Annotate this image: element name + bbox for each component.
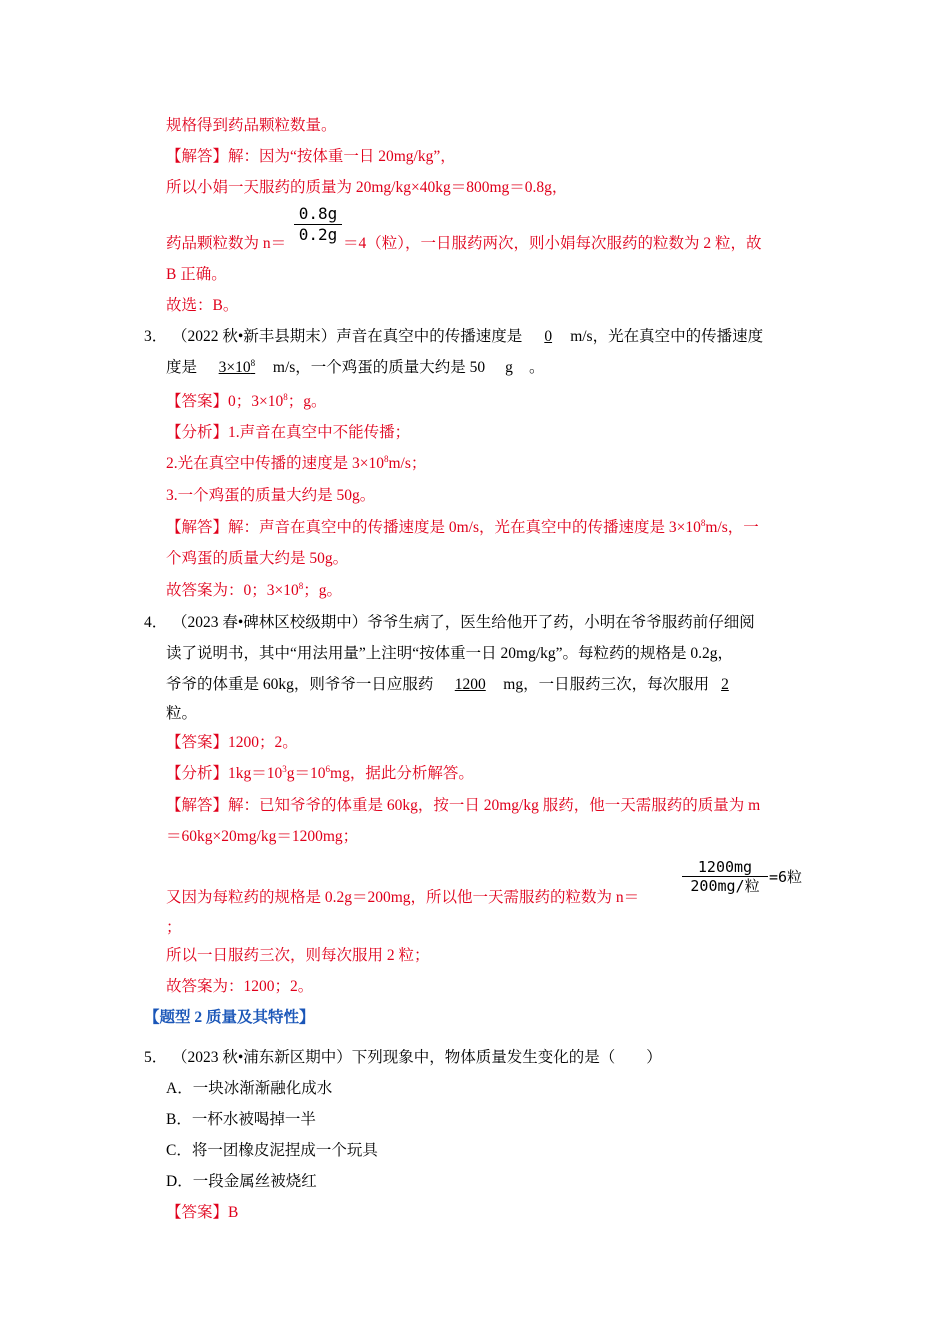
solution-text: 【解答】解：已知爷爷的体重是 60kg，按一日 20mg/kg 服药，他一天需服药的质量为 m xyxy=(166,797,761,814)
fraction-formula xyxy=(294,204,342,245)
analysis-text: 【分析】1.声音在真空中不能传播； xyxy=(166,424,411,441)
question-stem: 读了说明书，其中“用法用量”上注明“按体重一日 20mg/kg”。每粒药的规格是 0.2g， xyxy=(166,645,734,662)
solution-text: 又因为每粒药的规格是 0.2g＝200mg，所以他一天需服药的粒数为 n＝ xyxy=(166,889,640,906)
question-number: 5． xyxy=(144,1049,168,1066)
fraction-formula xyxy=(682,858,768,895)
answer-text: 【答案】0；$3\times 10^8$；g。 xyxy=(166,392,327,410)
question-stem: 度是 $3\times 10^8$ m/s，一个鸡蛋的质量大约是 50 g 。 xyxy=(166,358,545,376)
solution-text: 所以小娟一天服药的质量为 20mg/kg×40kg＝800mg＝0.8g， xyxy=(166,179,568,196)
solution-text: 药品颗粒数为 n＝ xyxy=(166,235,287,252)
question-stem: （2023 秋•浦东新区期中）下列现象中，物体质量发生变化的是（ ） xyxy=(172,1049,662,1066)
question-stem: 爷爷的体重是 60kg，则爷爷一日应服药 1200 mg，一日服药三次，每次服用 2 xyxy=(166,675,737,695)
option-b: B．一杯水被喝掉一半 xyxy=(166,1111,316,1128)
option-c: C．将一团橡皮泥捏成一个玩具 xyxy=(166,1142,378,1159)
answer-blank: 0 xyxy=(544,328,553,345)
final-answer: 故答案为：1200；2。 xyxy=(166,978,314,995)
answer-text: 【答案】B xyxy=(166,1204,239,1221)
solution-text: ＝4（粒），一日服药两次，则小娟每次服药的粒数为 2 粒，故 xyxy=(343,235,762,252)
fraction-numerator: 0.8g xyxy=(298,204,338,223)
question-stem: （2023 春•碑林区校级期中）爷爷生病了，医生给他开了药，小明在爷爷服药前仔细阅 xyxy=(172,614,755,631)
option-d: D．一段金属丝被烧红 xyxy=(166,1173,317,1190)
option-a: A．一块冰渐渐融化成水 xyxy=(166,1080,333,1097)
question-number: 3． xyxy=(144,328,168,345)
solution-text: 【解答】解：因为“按体重一日 20mg/kg”， xyxy=(166,148,456,165)
section-heading: 【题型 2 质量及其特性】 xyxy=(144,1009,315,1026)
solution-text: ＝60kg×20mg/kg＝1200mg； xyxy=(166,828,359,845)
question-stem: 粒。 xyxy=(166,705,198,722)
solution-text: B 正确。 xyxy=(166,266,227,283)
solution-text: ； xyxy=(166,919,182,936)
answer-blank: g xyxy=(505,359,513,376)
solution-text: 个鸡蛋的质量大约是 50g。 xyxy=(166,550,349,567)
analysis-text: 【分析】$1kg=10^3g=10^6mg$，据此分析解答。 xyxy=(166,764,474,782)
analysis-text: 2.光在真空中传播的速度是 $3\times 10^8m/s$； xyxy=(166,454,427,472)
question-number: 4． xyxy=(144,614,168,631)
fraction-denominator: 200mg/粒 xyxy=(690,877,760,895)
fraction-result: =6粒 xyxy=(769,868,803,886)
analysis-text: 3.一个鸡蛋的质量大约是 50g。 xyxy=(166,487,376,504)
answer-blank: 1200 xyxy=(454,676,486,693)
answer-blank: 2 xyxy=(721,676,729,693)
question-stem: （2022 秋•新丰县期末）声音在真空中的传播速度是 0 m/s，光在真空中的传播速度 xyxy=(172,328,764,345)
fraction-denominator: 0.2g xyxy=(298,225,338,244)
answer-blank: $3\times 10^8$ xyxy=(218,358,256,376)
analysis-text: 规格得到药品颗粒数量。 xyxy=(166,117,337,134)
solution-text: 【解答】解：声音在真空中的传播速度是 0m/s，光在真空中的传播速度是 $3\times 10^8m/s$，一 xyxy=(166,518,759,536)
answer-choice: 故选：B。 xyxy=(166,297,239,314)
solution-text: 所以一日服药三次，则每次服用 2 粒； xyxy=(166,947,430,964)
answer-text: 【答案】1200；2。 xyxy=(166,734,298,751)
final-answer: 故答案为：0；$3\times 10^8$；g。 xyxy=(166,581,343,599)
fraction-numerator: 1200mg xyxy=(697,858,753,876)
